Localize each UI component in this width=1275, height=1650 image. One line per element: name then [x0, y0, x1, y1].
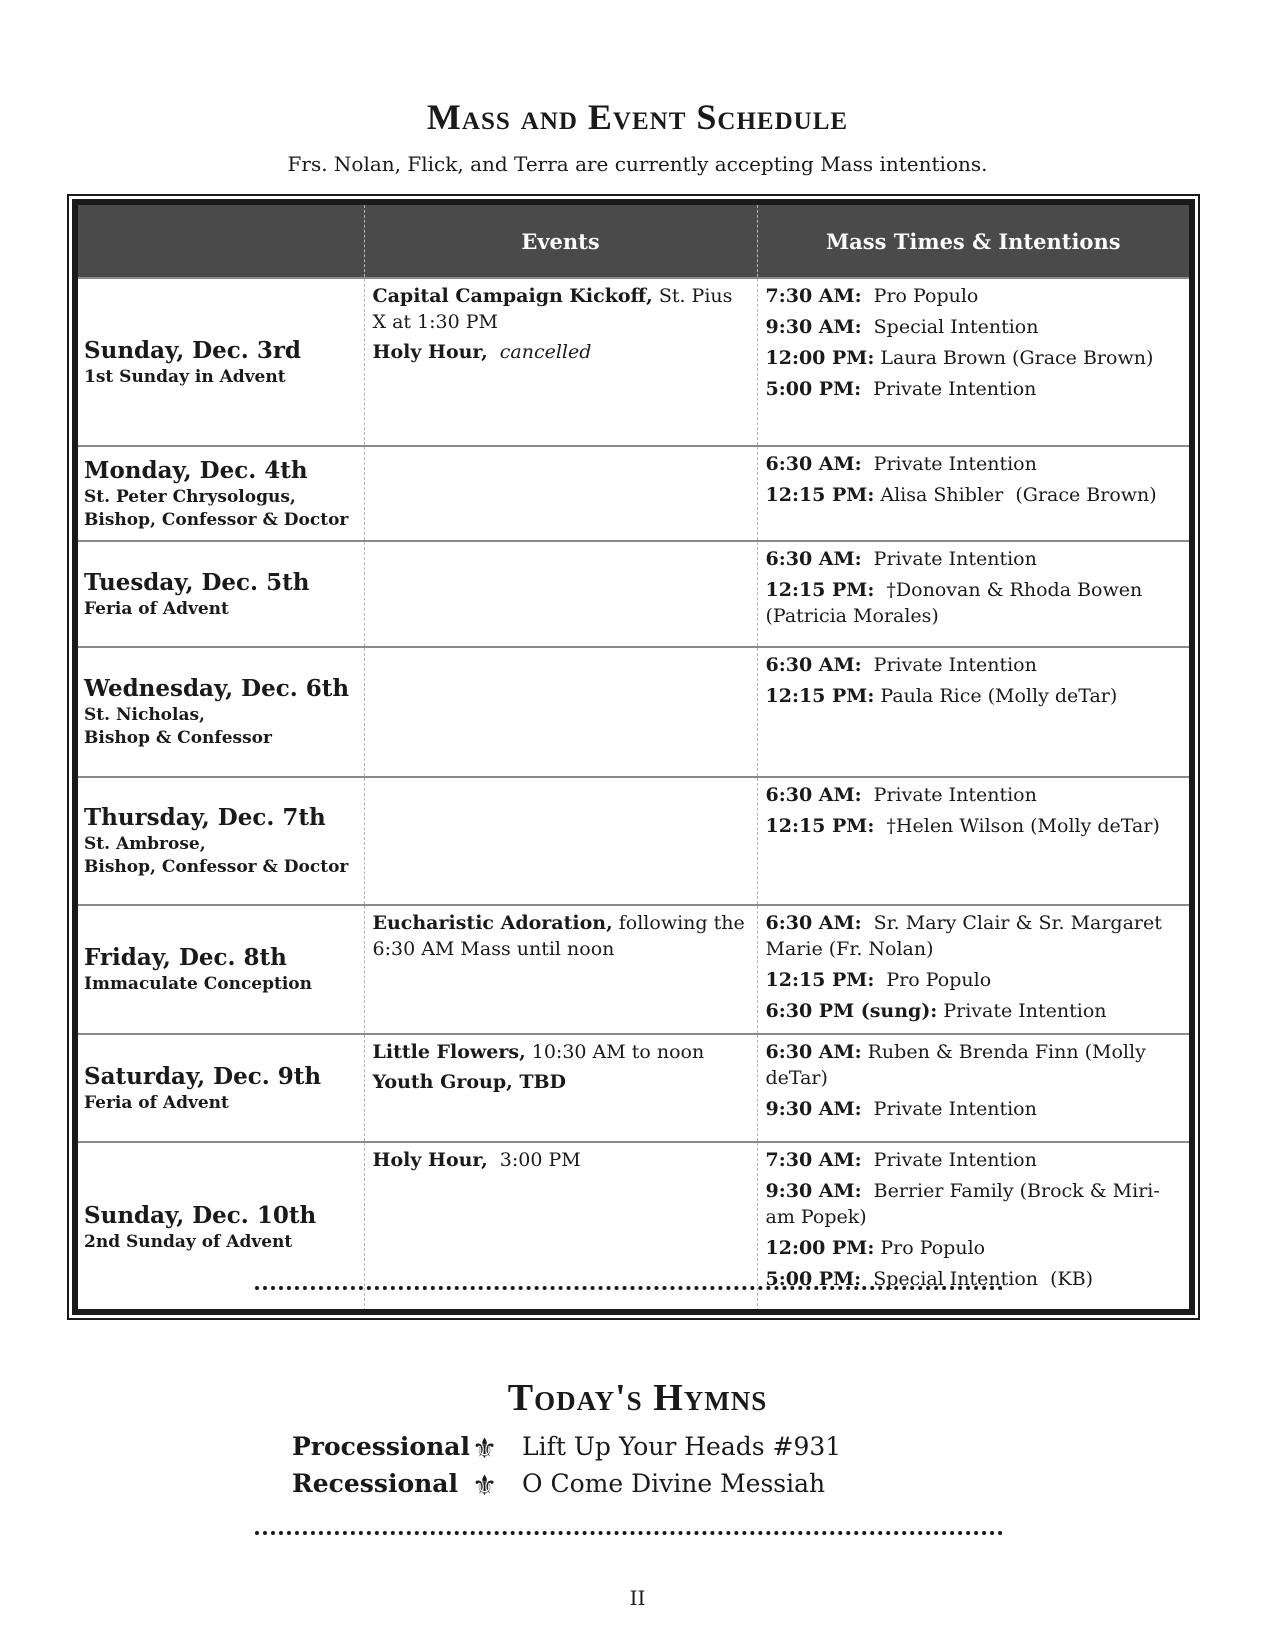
event-detail: St. Pius X at 1:30 PM: [372, 285, 739, 333]
event-item: [373, 1147, 749, 1173]
mass-time: 12:00 PM:: [765, 1237, 875, 1259]
mass-times-cell: [757, 647, 1189, 777]
feast-name: Immaculate Conception: [84, 974, 313, 994]
event-item: [373, 339, 749, 365]
mass-intention: Private Intention: [861, 654, 1037, 676]
column-header-mass-times: Mass Times & Intentions: [757, 205, 1189, 278]
event-name: Holy Hour,: [372, 341, 488, 363]
mass-intention: Berrier Family (Brock & Miri-am Popek): [765, 1180, 1160, 1228]
table-row: [78, 1034, 1189, 1142]
events-cell: [364, 647, 757, 777]
day-cell: [78, 446, 364, 541]
mass-item: [766, 652, 1182, 678]
mass-times-cell: [757, 278, 1189, 446]
event-detail: 3:00 PM: [487, 1149, 581, 1171]
hymns-title: Today's Hymns: [507, 1377, 768, 1419]
table-row: [78, 647, 1189, 777]
mass-time: 5:00 PM:: [765, 1268, 862, 1290]
events-cell: [364, 1034, 757, 1142]
hymn-name: Lift Up Your Heads #931: [522, 1432, 842, 1461]
mass-time: 12:15 PM:: [765, 815, 875, 837]
mass-item: [766, 283, 1182, 309]
mass-times-cell: [757, 905, 1189, 1034]
mass-item: [766, 967, 1182, 993]
hymn-label: Recessional: [292, 1469, 459, 1498]
mass-intention: Pro Populo: [861, 285, 979, 307]
mass-intention: Private Intention: [861, 378, 1037, 400]
feast-name: 2nd Sunday of Advent: [84, 1231, 293, 1252]
mass-intention: Private Intention: [861, 784, 1037, 806]
mass-item: [766, 998, 1182, 1024]
mass-time: 12:15 PM:: [765, 484, 875, 506]
mass-time: 6:30 PM (sung):: [765, 1000, 938, 1022]
mass-times-cell: [757, 1034, 1189, 1142]
event-detail: cancelled: [487, 341, 592, 363]
mass-item: [766, 314, 1182, 340]
day-name: Tuesday, Dec. 5th: [84, 568, 310, 596]
dotted-divider-bottom: [255, 1531, 1003, 1535]
event-name: Capital Campaign Kickoff,: [372, 285, 653, 307]
mass-time: 6:30 AM:: [765, 912, 862, 934]
schedule-table-frame: [72, 199, 1195, 1315]
hymn-label: Processional: [292, 1432, 470, 1461]
mass-item: [766, 376, 1182, 402]
hymn-row-processional: [292, 1432, 992, 1468]
mass-time: 6:30 AM:: [765, 1041, 862, 1063]
mass-time: 7:30 AM:: [765, 285, 862, 307]
mass-time: 7:30 AM:: [765, 1149, 862, 1171]
mass-item: [766, 1178, 1182, 1230]
day-cell: [78, 777, 364, 905]
day-name: Sunday, Dec. 3rd: [84, 336, 302, 364]
day-name: Monday, Dec. 4th: [84, 456, 308, 484]
event-name: Eucharistic Adoration,: [372, 912, 613, 934]
mass-times-cell: [757, 777, 1189, 905]
mass-time: 5:00 PM:: [765, 378, 862, 400]
mass-item: [766, 683, 1182, 709]
day-name: Sunday, Dec. 10th: [84, 1201, 317, 1229]
mass-intention: Paula Rice (Molly deTar): [874, 685, 1118, 707]
event-detail: following the 6:30 AM Mass until noon: [372, 912, 751, 960]
table-row: [78, 777, 1189, 905]
fleur-de-lis-icon: ⚜: [472, 1469, 498, 1502]
mass-intention: Private Intention: [861, 453, 1037, 475]
events-cell: [364, 446, 757, 541]
mass-intention: Sr. Mary Clair & Sr. Margaret Marie (Fr. Nolan): [765, 912, 1168, 960]
mass-item: [766, 451, 1182, 477]
mass-item: [766, 1039, 1182, 1091]
day-cell: [78, 278, 364, 446]
mass-intention: Pro Populo: [874, 969, 992, 991]
mass-item: [766, 1235, 1182, 1261]
mass-time: 12:15 PM:: [765, 685, 875, 707]
event-name: Youth Group, TBD: [372, 1071, 567, 1093]
mass-intention: †Helen Wilson (Molly deTar): [874, 815, 1160, 837]
day-cell: [78, 1034, 364, 1142]
event-item: [373, 1069, 749, 1095]
day-name: Wednesday, Dec. 6th: [84, 675, 350, 702]
events-cell: [364, 777, 757, 905]
mass-time: 6:30 AM:: [765, 548, 862, 570]
event-item: [373, 910, 749, 962]
event-item: [373, 283, 749, 335]
mass-intention: Special Intention: [861, 316, 1039, 338]
feast-name: Feria of Advent: [84, 1092, 229, 1113]
mass-times-cell: [757, 446, 1189, 541]
mass-item: [766, 577, 1182, 629]
day-name: Thursday, Dec. 7th: [84, 804, 326, 831]
mass-intention: Ruben & Brenda Finn (Molly deTar): [765, 1041, 1152, 1089]
mass-item: [766, 813, 1182, 839]
mass-item: [766, 482, 1182, 508]
table-row: [78, 905, 1189, 1034]
fleur-de-lis-icon: ⚜: [472, 1432, 498, 1465]
mass-item: [766, 1096, 1182, 1122]
page-title: Mass and Event Schedule: [426, 97, 849, 137]
hymn-name: O Come Divine Messiah: [522, 1469, 826, 1498]
events-cell: [364, 278, 757, 446]
mass-time: 12:15 PM:: [765, 579, 875, 601]
mass-time: 12:00 PM:: [765, 347, 875, 369]
feast-name: St. Ambrose, Bishop, Confessor & Doctor: [84, 834, 349, 877]
page-number: II: [629, 1586, 646, 1610]
mass-intention: Special Intention (KB): [861, 1268, 1094, 1290]
day-name: Friday, Dec. 8th: [84, 944, 287, 971]
feast-name: 1st Sunday in Advent: [84, 366, 286, 387]
mass-intention: †Donovan & Rhoda Bowen (Patricia Morales): [765, 579, 1149, 627]
event-detail: 10:30 AM to noon: [525, 1041, 705, 1063]
table-row: [78, 446, 1189, 541]
mass-time: 9:30 AM:: [765, 316, 862, 338]
day-name: Saturday, Dec. 9th: [84, 1062, 322, 1090]
mass-item: [766, 910, 1182, 962]
table-header-row: [78, 205, 1189, 278]
mass-intention: Pro Populo: [874, 1237, 986, 1259]
mass-item: [766, 345, 1182, 371]
event-item: [373, 1039, 749, 1065]
column-header-events: Events: [364, 205, 757, 278]
mass-time: 9:30 AM:: [765, 1098, 862, 1120]
mass-time: 9:30 AM:: [765, 1180, 862, 1202]
mass-intention: Private Intention: [937, 1000, 1107, 1022]
mass-intention: Laura Brown (Grace Brown): [874, 347, 1154, 369]
column-header-day: [78, 205, 364, 278]
events-cell: [364, 905, 757, 1034]
dotted-divider-top: [255, 1286, 1003, 1290]
hymn-row-recessional: [292, 1469, 992, 1505]
mass-intention: Alisa Shibler (Grace Brown): [874, 484, 1157, 506]
table-row: [78, 541, 1189, 647]
mass-time: 6:30 AM:: [765, 654, 862, 676]
page-subtitle: Frs. Nolan, Flick, and Terra are currently accepting Mass intentions.: [287, 152, 988, 176]
day-cell: [78, 905, 364, 1034]
mass-item: [766, 1147, 1182, 1173]
mass-time: 6:30 AM:: [765, 784, 862, 806]
events-cell: [364, 541, 757, 647]
event-name: Holy Hour,: [372, 1149, 488, 1171]
mass-time: 12:15 PM:: [765, 969, 875, 991]
event-name: Little Flowers,: [372, 1041, 526, 1063]
feast-name: Feria of Advent: [84, 598, 229, 619]
mass-intention: Private Intention: [861, 1149, 1037, 1171]
mass-time: 6:30 AM:: [765, 453, 862, 475]
feast-name: St. Peter Chrysologus, Bishop, Confessor & Doctor: [84, 486, 349, 530]
feast-name: St. Nicholas, Bishop & Confessor: [84, 705, 272, 748]
schedule-table: [78, 205, 1189, 1311]
mass-times-cell: [757, 541, 1189, 647]
mass-intention: Private Intention: [861, 548, 1037, 570]
mass-item: [766, 546, 1182, 572]
mass-intention: Private Intention: [861, 1098, 1037, 1120]
day-cell: [78, 647, 364, 777]
table-row: [78, 278, 1189, 446]
mass-item: [766, 782, 1182, 808]
day-cell: [78, 541, 364, 647]
